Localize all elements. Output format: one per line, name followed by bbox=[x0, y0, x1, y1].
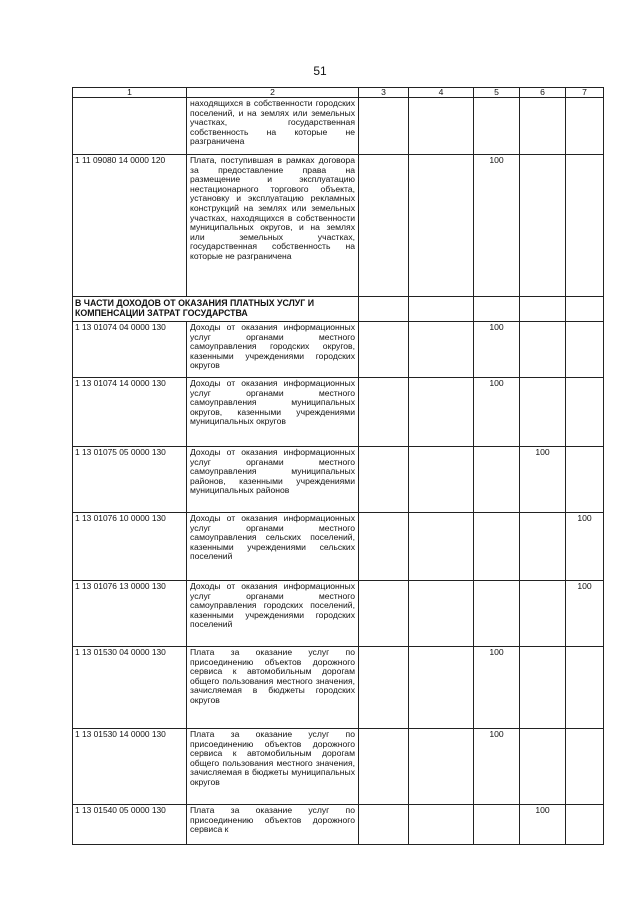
table-row bbox=[73, 98, 604, 155]
norm-percent-col-3 bbox=[359, 447, 409, 513]
revenue-name-cell: Доходы от оказания информационных услуг органами местного самоуправления городских округов, казенными учреждениями городских округов bbox=[187, 322, 359, 378]
column-header-4: 4 bbox=[409, 88, 474, 98]
revenue-name-cell: Плата за оказание услуг по присоединению объектов дорожного сервиса к автомобильным дорогам общего пользования местного значения, зачисляемая в бюджеты муниципальных округов bbox=[187, 729, 359, 805]
norm-percent-col-6 bbox=[520, 322, 566, 378]
norm-percent-col-6 bbox=[520, 378, 566, 447]
column-number-row bbox=[73, 88, 604, 98]
norm-percent-col-7: 100 bbox=[566, 513, 604, 581]
table-row bbox=[73, 155, 604, 297]
norm-percent-col-7: 100 bbox=[566, 581, 604, 647]
column-header-3: 3 bbox=[359, 88, 409, 98]
norm-percent-col-5 bbox=[474, 98, 520, 155]
norm-percent-col-4 bbox=[409, 447, 474, 513]
norm-percent-col-7 bbox=[566, 729, 604, 805]
revenue-name-cell: Доходы от оказания информационных услуг органами местного самоуправления сельских поселений, казенными учреждениями сельских поселений bbox=[187, 513, 359, 581]
revenue-code-cell: 1 11 09080 14 0000 120 bbox=[73, 155, 187, 297]
table-row bbox=[73, 322, 604, 378]
revenue-name-cell: Плата за оказание услуг по присоединению объектов дорожного сервиса к bbox=[187, 805, 359, 845]
norm-percent-col-4 bbox=[409, 513, 474, 581]
revenue-code-cell: 1 13 01076 13 0000 130 bbox=[73, 581, 187, 647]
norm-percent-col-5 bbox=[474, 513, 520, 581]
revenue-name-cell: находящихся в собственности городских поселений, и на землях или земельных участках, государственная собственность на которые не разграничена bbox=[187, 98, 359, 155]
norm-percent-col-4 bbox=[409, 322, 474, 378]
norm-percent-col-5: 100 bbox=[474, 322, 520, 378]
norm-percent-col-3 bbox=[359, 155, 409, 297]
revenue-code-cell bbox=[73, 98, 187, 155]
norm-percent-col-6 bbox=[520, 98, 566, 155]
revenue-code-cell: 1 13 01530 14 0000 130 bbox=[73, 729, 187, 805]
column-header-5: 5 bbox=[474, 88, 520, 98]
column-header-1: 1 bbox=[73, 88, 187, 98]
norm-percent-col-7 bbox=[566, 447, 604, 513]
table-row bbox=[73, 647, 604, 729]
empty-cell bbox=[520, 297, 566, 322]
revenue-name-cell: Доходы от оказания информационных услуг органами местного самоуправления городских поселений, казенными учреждениями городских поселений bbox=[187, 581, 359, 647]
norm-percent-col-6 bbox=[520, 513, 566, 581]
norm-percent-col-4 bbox=[409, 378, 474, 447]
column-header-2: 2 bbox=[187, 88, 359, 98]
norm-percent-col-3 bbox=[359, 322, 409, 378]
revenue-code-cell: 1 13 01075 05 0000 130 bbox=[73, 447, 187, 513]
revenue-code-cell: 1 13 01074 14 0000 130 bbox=[73, 378, 187, 447]
norm-percent-col-7 bbox=[566, 378, 604, 447]
revenue-code-cell: 1 13 01530 04 0000 130 bbox=[73, 647, 187, 729]
norm-percent-col-4 bbox=[409, 155, 474, 297]
norm-percent-col-5: 100 bbox=[474, 155, 520, 297]
norm-percent-col-5 bbox=[474, 805, 520, 845]
norm-percent-col-7 bbox=[566, 155, 604, 297]
norm-percent-col-7 bbox=[566, 647, 604, 729]
norm-percent-col-3 bbox=[359, 378, 409, 447]
norm-percent-col-4 bbox=[409, 98, 474, 155]
norm-percent-col-5 bbox=[474, 447, 520, 513]
norm-percent-col-6 bbox=[520, 647, 566, 729]
table-row bbox=[73, 378, 604, 447]
revenue-name-cell: Доходы от оказания информационных услуг органами местного самоуправления муниципальных округов, казенными учреждениями муниципальных округов bbox=[187, 378, 359, 447]
empty-cell bbox=[474, 297, 520, 322]
revenue-table-body bbox=[73, 88, 604, 845]
empty-cell bbox=[409, 297, 474, 322]
norm-percent-col-5 bbox=[474, 581, 520, 647]
revenue-code-cell: 1 13 01074 04 0000 130 bbox=[73, 322, 187, 378]
column-header-7: 7 bbox=[566, 88, 604, 98]
section-title: В ЧАСТИ ДОХОДОВ ОТ ОКАЗАНИЯ ПЛАТНЫХ УСЛУГ И КОМПЕНСАЦИИ ЗАТРАТ ГОСУДАРСТВА bbox=[73, 297, 359, 322]
norm-percent-col-7 bbox=[566, 98, 604, 155]
norm-percent-col-5: 100 bbox=[474, 378, 520, 447]
revenue-code-cell: 1 13 01540 05 0000 130 bbox=[73, 805, 187, 845]
norm-percent-col-4 bbox=[409, 647, 474, 729]
norm-percent-col-6 bbox=[520, 155, 566, 297]
revenue-name-cell: Доходы от оказания информационных услуг органами местного самоуправления муниципальных районов, казенными учреждениями муниципальных районов bbox=[187, 447, 359, 513]
section-header-row bbox=[73, 297, 604, 322]
table-row bbox=[73, 581, 604, 647]
norm-percent-col-7 bbox=[566, 322, 604, 378]
norm-percent-col-6 bbox=[520, 729, 566, 805]
norm-percent-col-6 bbox=[520, 581, 566, 647]
revenue-table bbox=[72, 87, 604, 845]
norm-percent-col-3 bbox=[359, 805, 409, 845]
norm-percent-col-5: 100 bbox=[474, 729, 520, 805]
table-row bbox=[73, 513, 604, 581]
norm-percent-col-3 bbox=[359, 581, 409, 647]
norm-percent-col-3 bbox=[359, 513, 409, 581]
empty-cell bbox=[566, 297, 604, 322]
norm-percent-col-3 bbox=[359, 647, 409, 729]
column-header-6: 6 bbox=[520, 88, 566, 98]
norm-percent-col-3 bbox=[359, 729, 409, 805]
norm-percent-col-6: 100 bbox=[520, 447, 566, 513]
table-row bbox=[73, 805, 604, 845]
norm-percent-col-4 bbox=[409, 805, 474, 845]
norm-percent-col-4 bbox=[409, 729, 474, 805]
revenue-name-cell: Плата, поступившая в рамках договора за предоставление права на размещение и эксплуатацию нестационарного торгового объекта, установку и эксплуатацию рекламных конструкций на землях или земельных участках, находящихся в собственности муниципальных округов, и на землях или земельных участках, государственная собственность на которые не разграничена bbox=[187, 155, 359, 297]
table-row bbox=[73, 729, 604, 805]
empty-cell bbox=[359, 297, 409, 322]
revenue-name-cell: Плата за оказание услуг по присоединению объектов дорожного сервиса к автомобильным дорогам общего пользования местного значения, зачисляемая в бюджеты городских округов bbox=[187, 647, 359, 729]
revenue-code-cell: 1 13 01076 10 0000 130 bbox=[73, 513, 187, 581]
norm-percent-col-3 bbox=[359, 98, 409, 155]
table-row bbox=[73, 447, 604, 513]
norm-percent-col-4 bbox=[409, 581, 474, 647]
norm-percent-col-5: 100 bbox=[474, 647, 520, 729]
page-number: 51 bbox=[313, 64, 327, 78]
norm-percent-col-7 bbox=[566, 805, 604, 845]
norm-percent-col-6: 100 bbox=[520, 805, 566, 845]
